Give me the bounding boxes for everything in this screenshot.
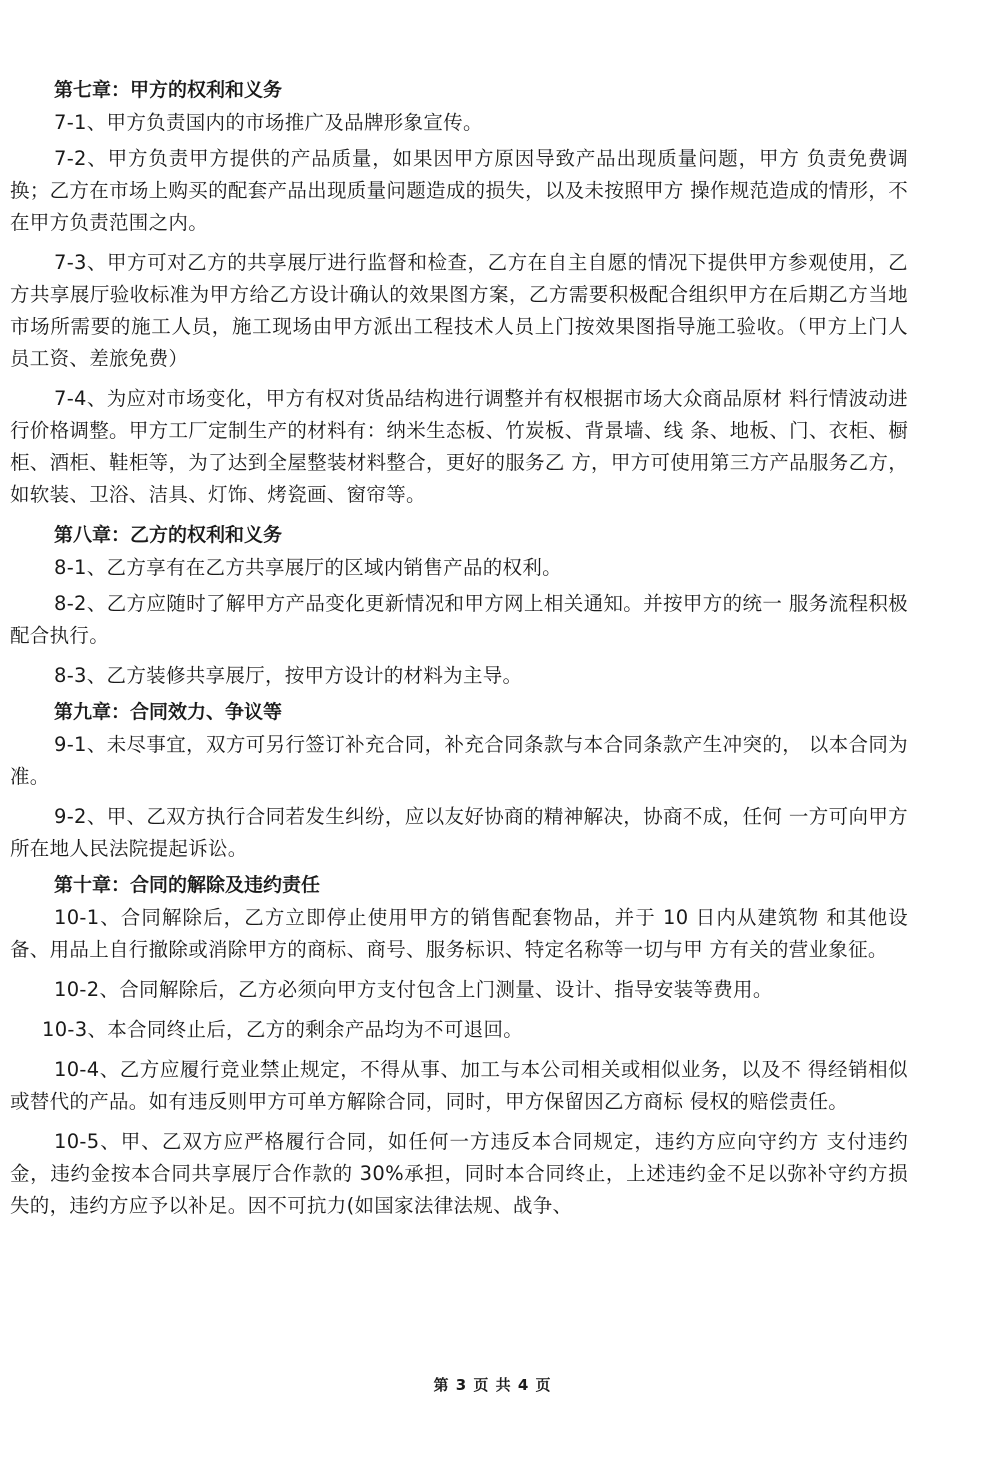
chapter-heading: 第七章：甲方的权利和义务 bbox=[54, 79, 283, 101]
clause-8-1: 8-1、乙方享有在乙方共享展厅的区域内销售产品的权利。 bbox=[54, 556, 562, 579]
clause-7-3: 7-3、甲方可对乙方的共享展厅进行监督和检查，乙方在自主自愿的情况下提供甲方参观使用，乙方共享展厅验收标准为甲方给乙方设计确认的效果图方案，乙方需要积极配合组织甲方在后期乙方当地市场所需要的施工人员，施工现场由甲方派出工程技术人员上门按效果图指导施工验收。（甲方上门人员工资、差旅免费） bbox=[10, 251, 908, 370]
document-page bbox=[10, 74, 908, 1230]
chapter-9 bbox=[10, 696, 908, 865]
chapter-heading: 第十章：合同的解除及违约责任 bbox=[54, 874, 321, 896]
clause-10-4: 10-4、乙方应履行竞业禁止规定，不得从事、加工与本公司相关或相似业务，以及不 得经销相似或替代的产品。如有违反则甲方可单方解除合同，同时，甲方保留因乙方商标 侵权的赔偿责任。 bbox=[10, 1058, 908, 1113]
clause-7-1: 7-1、甲方负责国内的市场推广及品牌形象宣传。 bbox=[54, 111, 483, 134]
clause-8-2: 8-2、乙方应随时了解甲方产品变化更新情况和甲方网上相关通知。并按甲方的统一 服务流程积极配合执行。 bbox=[10, 592, 908, 647]
chapter-heading: 第九章：合同效力、争议等 bbox=[54, 701, 283, 723]
chapter-10 bbox=[10, 869, 908, 1222]
clause-10-3: 10-3、本合同终止后，乙方的剩余产品均为不可退回。 bbox=[42, 1018, 524, 1041]
chapter-heading: 第八章：乙方的权利和义务 bbox=[54, 524, 283, 546]
clause-10-5: 10-5、甲、乙双方应严格履行合同，如任何一方违反本合同规定，违约方应向守约方 支付违约金，违约金按本合同共享展厅合作款的 30%承担，同时本合同终止，上述违约金不足以弥补守约方损失的，违约方应予以补足。因不可抗力(如国家法律法规、战争、 bbox=[10, 1130, 908, 1217]
clause-10-1: 10-1、合同解除后，乙方立即停止使用甲方的销售配套物品，并于 10 日内从建筑物 和其他设备、用品上自行撤除或消除甲方的商标、商号、服务标识、特定名称等一切与甲 方有关的营业象征。 bbox=[10, 906, 908, 961]
page-number: 第 3 页 共 4 页 bbox=[433, 1376, 552, 1394]
clause-9-2: 9-2、甲、乙双方执行合同若发生纠纷，应以友好协商的精神解决，协商不成，任何 一方可向甲方所在地人民法院提起诉讼。 bbox=[10, 805, 908, 860]
clause-9-1: 9-1、未尽事宜，双方可另行签订补充合同，补充合同条款与本合同条款产生冲突的， 以本合同为准。 bbox=[10, 733, 908, 788]
clause-10-2: 10-2、合同解除后，乙方必须向甲方支付包含上门测量、设计、指导安装等费用。 bbox=[54, 978, 773, 1001]
clause-8-3: 8-3、乙方装修共享展厅，按甲方设计的材料为主导。 bbox=[54, 664, 523, 687]
clause-7-2: 7-2、甲方负责甲方提供的产品质量，如果因甲方原因导致产品出现质量问题，甲方 负责免费调换；乙方在市场上购买的配套产品出现质量问题造成的损失，以及未按照甲方 操作规范造成的情形，不在甲方负责范围之内。 bbox=[10, 147, 908, 234]
chapter-8 bbox=[10, 519, 908, 692]
clause-7-4: 7-4、为应对市场变化，甲方有权对货品结构进行调整并有权根据市场大众商品原材 料行情波动进行价格调整。甲方工厂定制生产的材料有：纳米生态板、竹炭板、背景墙、线 条、地板、门、衣柜、橱柜、酒柜、鞋柜等，为了达到全屋整装材料整合，更好的服务乙 方，甲方可使用第三方产品服务乙方，如软装、卫浴、洁具、灯饰、烤瓷画、窗帘等。 bbox=[10, 387, 908, 506]
chapter-7 bbox=[10, 74, 908, 511]
